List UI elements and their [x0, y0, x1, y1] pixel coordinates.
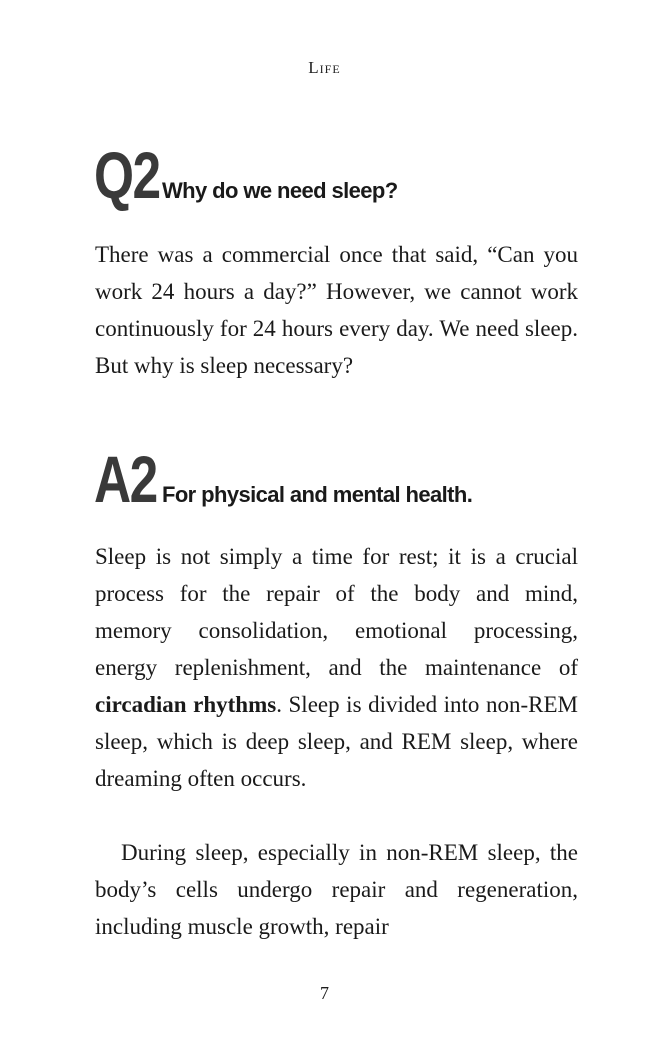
answer-heading — [94, 442, 584, 516]
page-number: 7 — [320, 983, 329, 1003]
question-body: There was a commercial once that said, “Can you work 24 hours a day?” However, we cannot work continuously for 24 hours every day. We need sleep. But why is sleep necessary? — [95, 242, 578, 378]
answer-paragraph-1-text-end: . Sleep is divided into non-REM sleep, which is deep sleep, and REM sleep, where dreaming often occurs. — [95, 692, 578, 791]
answer-paragraph-1-text-start: Sleep is not simply a time for rest; it is a crucial process for the repair of the body and mind, memory consolidation, emotional processing, energy replenishment, and the maintenance of — [95, 544, 578, 680]
running-head: Life — [308, 58, 341, 77]
key-term-circadian-rhythms: circadian rhythms — [95, 692, 277, 717]
question-heading — [94, 138, 584, 212]
answer-paragraph-1 — [95, 538, 578, 797]
question-number: Q2 — [94, 138, 160, 212]
answer-title: For physical and mental health. — [162, 482, 473, 507]
answer-number: A2 — [94, 442, 157, 516]
question-title: Why do we need sleep? — [162, 178, 398, 203]
answer-paragraph-2: During sleep, especially in non-REM sleep, the body’s cells undergo repair and regeneration, including muscle growth, repair — [95, 840, 578, 939]
